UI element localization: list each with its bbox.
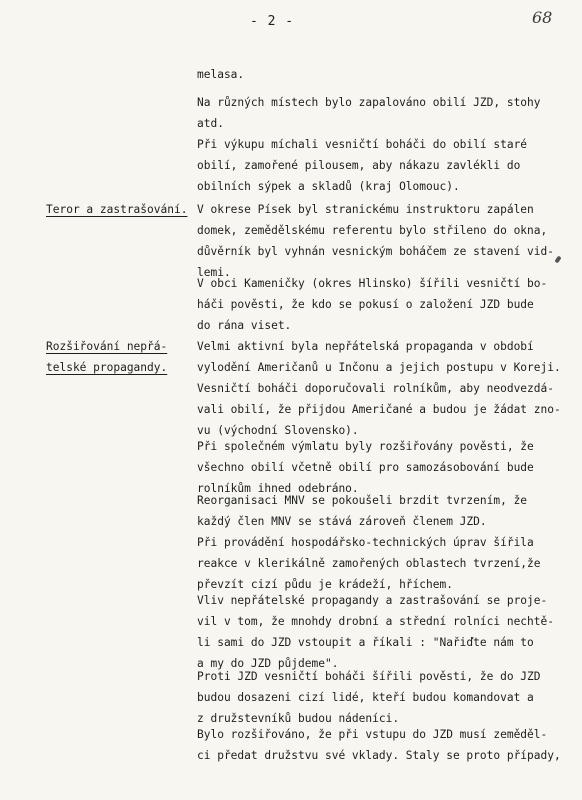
- text-line: rolníkům ihned odebráno.: [197, 482, 359, 495]
- text-line: Bylo rozšiřováno, že při vstupu do JZD musí zeměděl-: [197, 728, 548, 741]
- paragraph: [197, 490, 527, 532]
- text-line: a my do JZD půjdeme".: [197, 657, 339, 670]
- paragraph: [197, 199, 554, 283]
- paragraph: [197, 273, 547, 336]
- text-line: vil v tom, že mnohdy drobní a střední rolníci nechtě-: [197, 615, 554, 628]
- text-line: z družstevníků budou nádeníci.: [197, 712, 400, 725]
- paragraph: [197, 532, 541, 595]
- text-line: obilí, zamořené pilousem, aby nákazu zavlékli do: [197, 159, 521, 172]
- page-number: - 2 -: [250, 14, 295, 29]
- margin-heading-line: telské propagandy.: [46, 361, 168, 374]
- text-line: Reorganisaci MNV se pokoušeli brzdit tvrzením, že: [197, 494, 528, 507]
- paragraph: [197, 92, 541, 134]
- paragraph: [197, 134, 527, 197]
- margin-heading-propaganda: [46, 336, 167, 378]
- text-line: obilních sýpek a skladů (kraj Olomouc).: [197, 180, 460, 193]
- paragraph: [197, 666, 541, 729]
- ink-mark: [554, 255, 561, 263]
- text-line: Vesničtí boháči doporučovali rolníkům, aby neodvezdá-: [197, 382, 554, 395]
- paragraph: [197, 724, 561, 766]
- text-line: Velmi aktivní byla nepřátelská propaganda v období: [197, 340, 534, 353]
- text-line: všechno obilí včetně obilí pro samozásobování bude: [197, 461, 534, 474]
- text-line: Při provádění hospodářsko-technických úprav šířila: [197, 536, 534, 549]
- text-line: Při společném výmlatu byly rozšiřovány pověsti, že: [197, 440, 534, 453]
- text-line: do rána viset.: [197, 319, 292, 332]
- text-line: Na různých místech bylo zapalováno obilí JZD, stohy: [197, 96, 541, 109]
- text-line: důvěrník byl vyhnán vesnickým boháčem ze stavení vid-: [197, 245, 554, 258]
- text-line: atd.: [197, 117, 224, 130]
- margin-heading-line: Rozšiřování nepřá-: [46, 340, 168, 353]
- text-line: budou dosazeni cizí lidé, kteří budou komandovat a: [197, 691, 534, 704]
- paragraph: [197, 590, 554, 674]
- text-line: V okrese Písek byl stranickému instruktoru zapálen: [197, 203, 534, 216]
- paragraph: [197, 64, 244, 85]
- text-line: každý člen MNV se stává zároveň členem JZD.: [197, 515, 487, 528]
- text-line: li sami do JZD vstoupit a říkali : "Nařiďte nám to: [197, 636, 534, 649]
- text-line: Při výkupu míchali vesničtí boháči do obilí staré: [197, 138, 528, 151]
- text-line: reakce v klerikálně zamořených oblastech tvrzení,že: [197, 557, 541, 570]
- handwritten-page-number: 68: [532, 8, 553, 27]
- text-line: vali obilí, že přijdou Američané a budou je žádat zno-: [197, 403, 561, 416]
- text-line: Vliv nepřátelské propagandy a zastrašování se proje-: [197, 594, 548, 607]
- paragraph: [197, 336, 561, 441]
- text-line: domek, zemědělskému referentu bylo střileno do okna,: [197, 224, 548, 237]
- text-line: V obci Kameničky (okres Hlinsko) šířili vesničtí bo-: [197, 277, 548, 290]
- text-line: ci předat družstvu své vklady. Staly se proto případy,: [197, 749, 561, 762]
- text-line: lemi.: [197, 266, 231, 279]
- margin-heading-teror: [46, 199, 187, 220]
- text-line: melasa.: [197, 68, 245, 81]
- text-line: Proti JZD vesničtí boháči šířili pověsti, že do JZD: [197, 670, 541, 683]
- margin-heading-line: Teror a zastrašování.: [46, 203, 188, 216]
- text-line: háči pověsti, že kdo se pokusí o založení JZD bude: [197, 298, 534, 311]
- text-line: vu (východní Slovensko).: [197, 424, 359, 437]
- text-line: vylodění Američanů u Inčonu a jejich postupu v Koreji.: [197, 361, 561, 374]
- text-line: převzít cizí půdu je krádeží, hříchem.: [197, 578, 453, 591]
